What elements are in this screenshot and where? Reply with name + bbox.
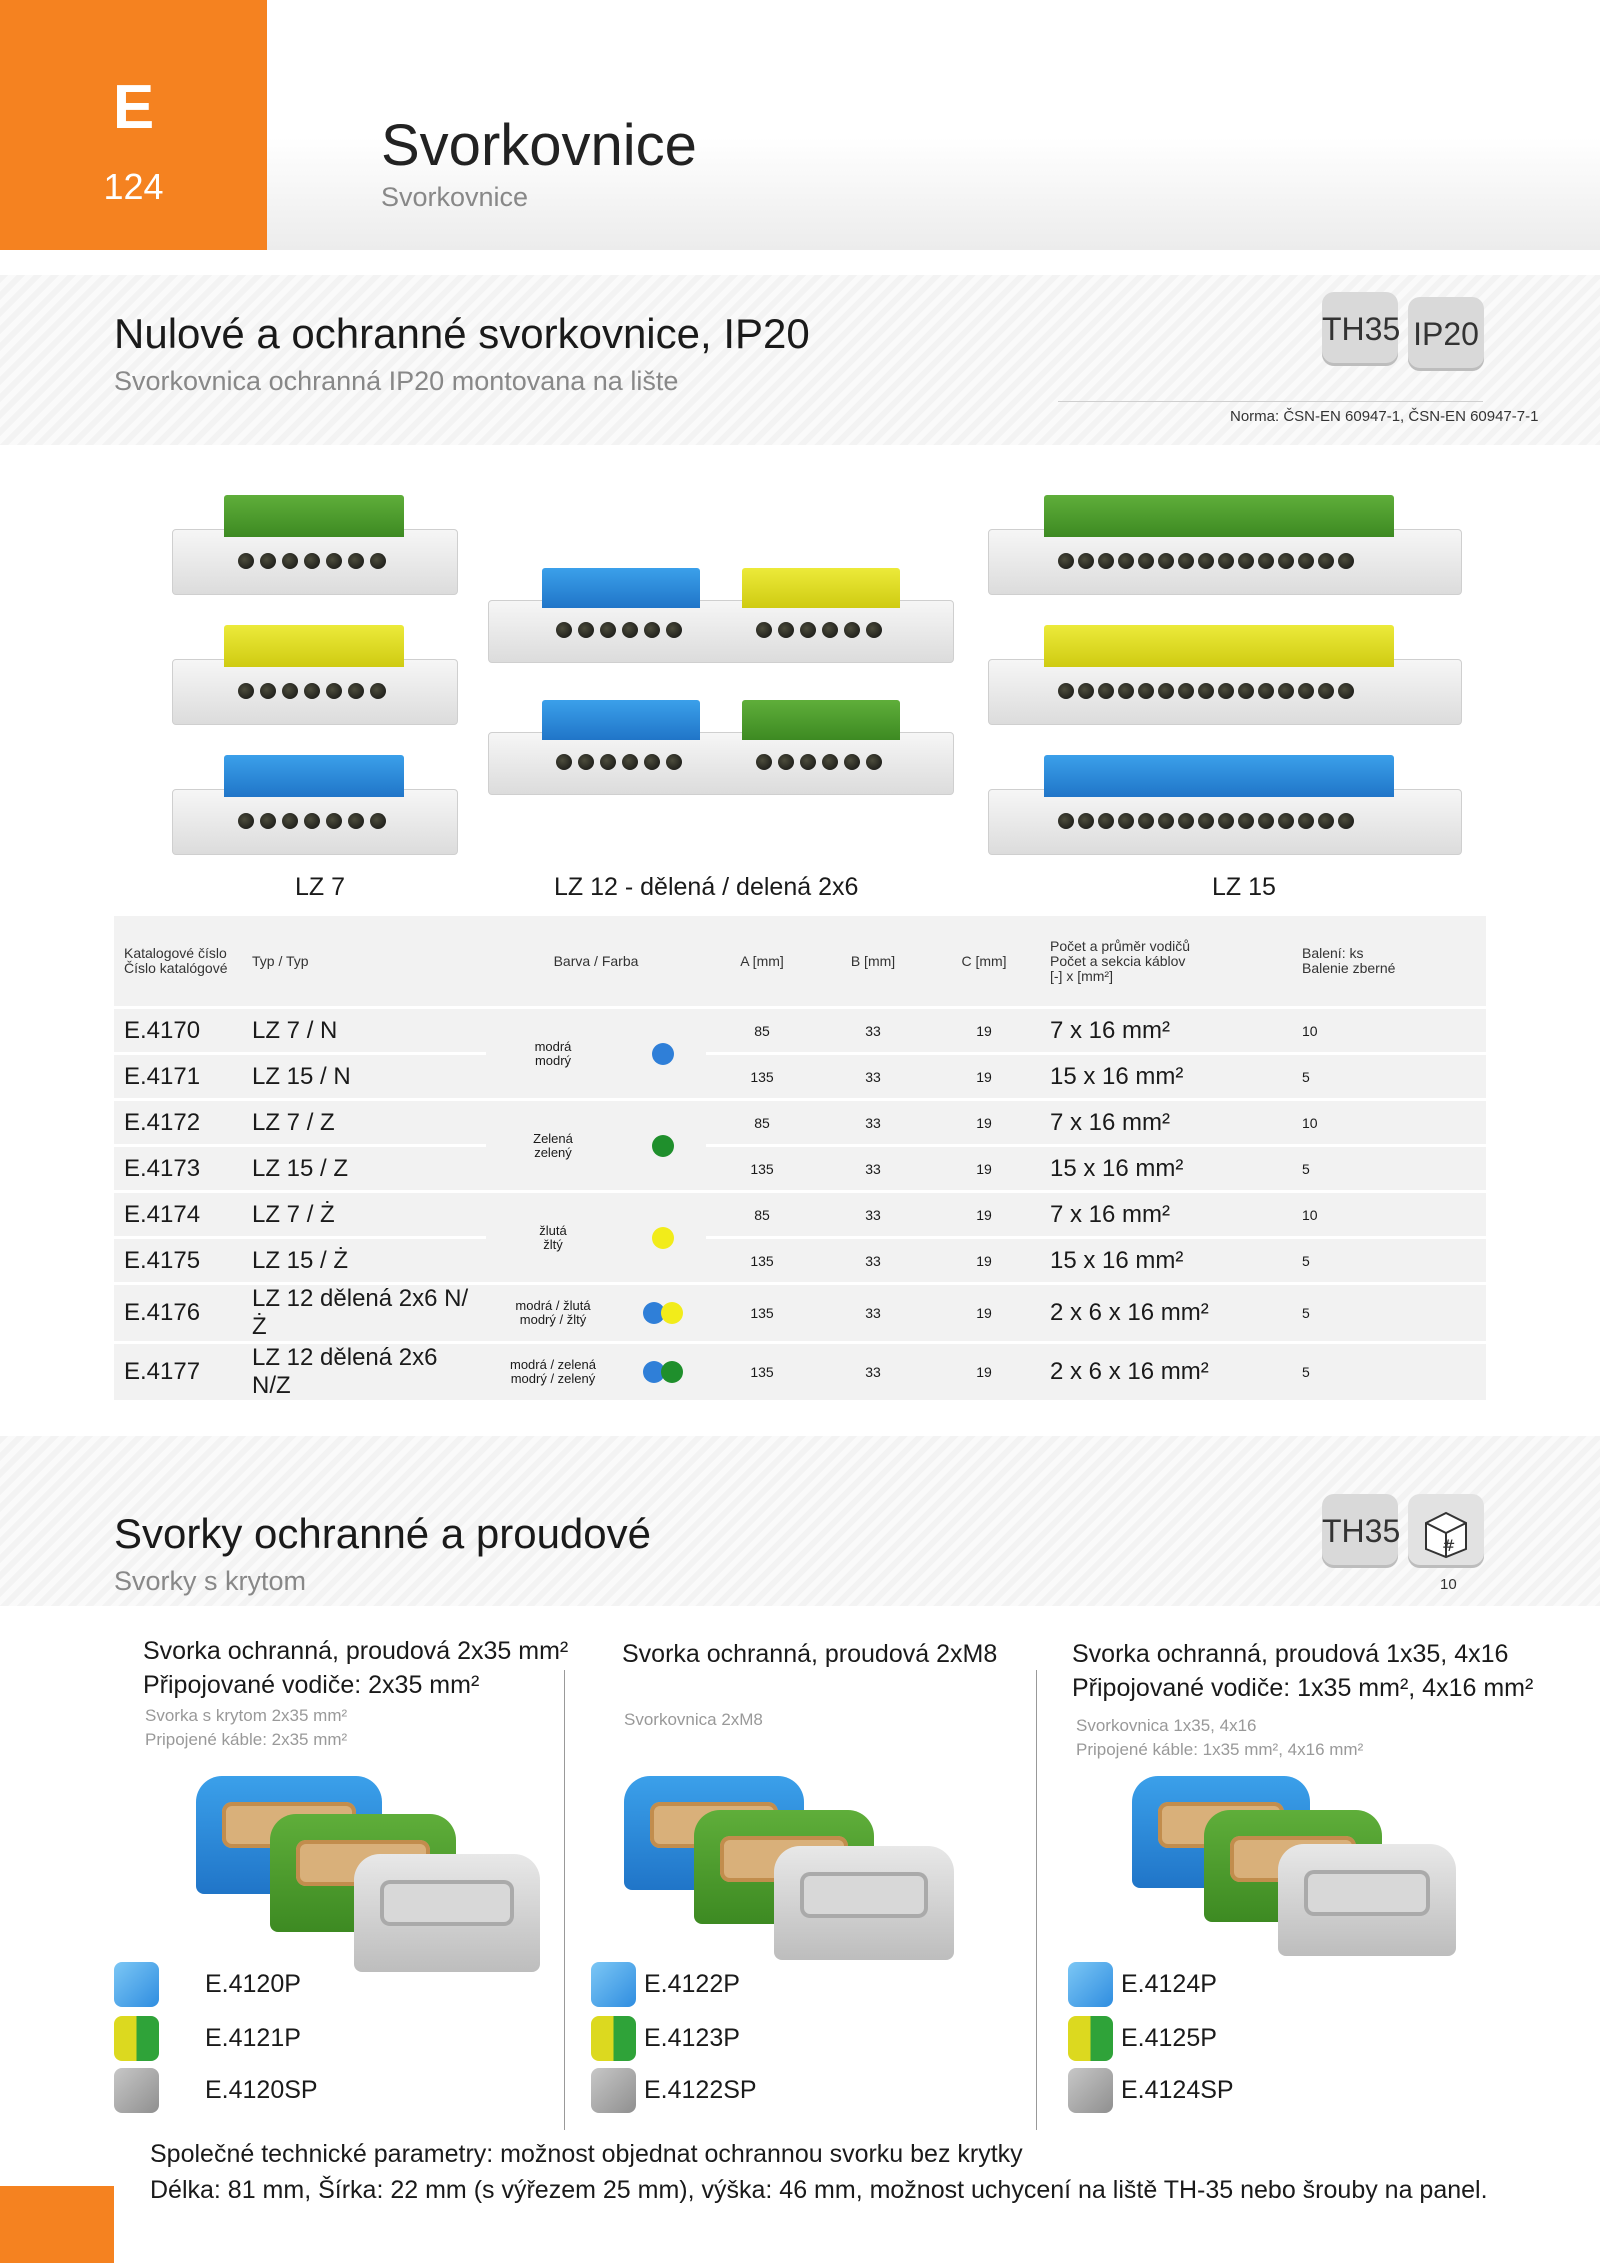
cell-type: LZ 12 dělená 2x6 N/Z bbox=[242, 1344, 486, 1400]
cell-catalog: E.4172 bbox=[114, 1101, 242, 1144]
product3-sub1: Svorkovnica 1x35, 4x16 bbox=[1076, 1716, 1257, 1735]
product-code: E.4123P bbox=[644, 2024, 740, 2052]
cell-color-label: modrá / zelená modrý / zelený bbox=[486, 1344, 620, 1400]
footer-line-2: Délka: 81 mm, Šírka: 22 mm (s výřezem 25 mm), výška: 46 mm, možnost uchycení na liště TH-35 nebo šrouby na panel. bbox=[150, 2176, 1488, 2204]
table-row bbox=[114, 1055, 1486, 1098]
cell-catalog: E.4175 bbox=[114, 1239, 242, 1282]
product-code: E.4122P bbox=[644, 1970, 740, 1998]
cell-color-label: Zelená zelený bbox=[486, 1101, 620, 1190]
header-c: C [mm] bbox=[928, 916, 1040, 1006]
page-number: 124 bbox=[103, 166, 164, 207]
section2-subtitle: Svorky s krytom bbox=[114, 1566, 307, 1596]
norma-divider bbox=[1058, 401, 1483, 402]
header-type: Typ / Typ bbox=[242, 916, 486, 1006]
section1-title: Nulové a ochranné svorkovnice, IP20 bbox=[114, 310, 810, 357]
cell-c: 19 bbox=[928, 1147, 1040, 1190]
cell-type: LZ 7 / Z bbox=[242, 1101, 486, 1144]
product-code: E.4121P bbox=[205, 2024, 301, 2052]
cell-type: LZ 15 / Z bbox=[242, 1147, 486, 1190]
cell-c: 19 bbox=[928, 1101, 1040, 1144]
column-divider-1 bbox=[564, 1670, 565, 2130]
cell-b: 33 bbox=[818, 1344, 928, 1400]
cell-catalog: E.4171 bbox=[114, 1055, 242, 1098]
terminal-block-green-lz7 bbox=[172, 495, 458, 595]
page-subtitle: Svorkovnice bbox=[381, 182, 529, 212]
ip20-badge: IP20 bbox=[1408, 297, 1484, 371]
section1-subtitle: Svorkovnica ochranná IP20 montovana na lište bbox=[114, 366, 679, 396]
cell-conductors: 7 x 16 mm² bbox=[1040, 1193, 1292, 1236]
swatch-gray bbox=[114, 2068, 159, 2113]
cell-catalog: E.4173 bbox=[114, 1147, 242, 1190]
cell-a: 85 bbox=[706, 1009, 818, 1052]
swatch-green-yellow bbox=[114, 2016, 159, 2061]
table-row bbox=[114, 1239, 1486, 1282]
cell-b: 33 bbox=[818, 1285, 928, 1341]
cell-a: 135 bbox=[706, 1147, 818, 1190]
table-row bbox=[114, 1193, 1486, 1236]
cell-conductors: 15 x 16 mm² bbox=[1040, 1147, 1292, 1190]
th35-badge: TH35 bbox=[1322, 292, 1398, 366]
cell-a: 135 bbox=[706, 1239, 818, 1282]
swatch-gray bbox=[1068, 2068, 1113, 2113]
cell-b: 33 bbox=[818, 1147, 928, 1190]
header-conductors: Počet a průměr vodičů Počet a sekcia káblov [-] x [mm²] bbox=[1040, 916, 1292, 1006]
cell-packing: 5 bbox=[1292, 1055, 1486, 1098]
product3-title2: Připojované vodiče: 1x35 mm², 4x16 mm² bbox=[1072, 1674, 1534, 1702]
cell-type: LZ 7 / N bbox=[242, 1009, 486, 1052]
product3-title1: Svorka ochranná, proudová 1x35, 4x16 bbox=[1072, 1640, 1509, 1668]
cell-b: 33 bbox=[818, 1009, 928, 1052]
product-code: E.4125P bbox=[1121, 2024, 1217, 2052]
product-code: E.4120P bbox=[205, 1970, 301, 1998]
cell-c: 19 bbox=[928, 1344, 1040, 1400]
cell-c: 19 bbox=[928, 1239, 1040, 1282]
product1-sub1: Svorka s krytom 2x35 mm² bbox=[145, 1706, 348, 1725]
cell-b: 33 bbox=[818, 1055, 928, 1098]
swatch-gray bbox=[591, 2068, 636, 2113]
color-dot-icon bbox=[652, 1135, 674, 1157]
th35-badge-2: TH35 bbox=[1322, 1494, 1398, 1568]
product3-sub2: Pripojené káble: 1x35 mm², 4x16 mm² bbox=[1076, 1740, 1364, 1759]
color-dot-icon bbox=[652, 1227, 674, 1249]
swatch-green-yellow bbox=[1068, 2016, 1113, 2061]
package-icon bbox=[1408, 1494, 1484, 1568]
product2-title1: Svorka ochranná, proudová 2xM8 bbox=[622, 1640, 998, 1668]
cell-conductors: 15 x 16 mm² bbox=[1040, 1239, 1292, 1282]
table-row bbox=[114, 1344, 1486, 1400]
cell-packing: 5 bbox=[1292, 1285, 1486, 1341]
table-header bbox=[114, 916, 1486, 1006]
label-lz7: LZ 7 bbox=[295, 873, 346, 901]
footer-line-1: Společné technické parametry: možnost objednat ochrannou svorku bez krytky bbox=[150, 2140, 1023, 2168]
table-row bbox=[114, 1147, 1486, 1190]
cell-c: 19 bbox=[928, 1055, 1040, 1098]
cell-packing: 5 bbox=[1292, 1239, 1486, 1282]
cell-catalog: E.4176 bbox=[114, 1285, 242, 1341]
section2-title: Svorky ochranné a proudové bbox=[114, 1510, 651, 1557]
cell-conductors: 15 x 16 mm² bbox=[1040, 1055, 1292, 1098]
cell-c: 19 bbox=[928, 1009, 1040, 1052]
terminal-block-yellow-lz15 bbox=[988, 625, 1462, 725]
cell-a: 85 bbox=[706, 1101, 818, 1144]
cell-b: 33 bbox=[818, 1101, 928, 1144]
table-body bbox=[114, 1009, 1486, 1400]
cell-packing: 10 bbox=[1292, 1193, 1486, 1236]
label-lz12: LZ 12 - dělená / delená 2x6 bbox=[554, 873, 859, 901]
page-title: Svorkovnice bbox=[381, 113, 697, 178]
terminal-block-green-lz15 bbox=[988, 495, 1462, 595]
spec-table bbox=[114, 913, 1486, 1403]
cell-a: 135 bbox=[706, 1344, 818, 1400]
cell-conductors: 7 x 16 mm² bbox=[1040, 1009, 1292, 1052]
cell-conductors: 7 x 16 mm² bbox=[1040, 1101, 1292, 1144]
header-color: Barva / Farba bbox=[486, 916, 706, 1006]
table-row bbox=[114, 1101, 1486, 1144]
cell-a: 135 bbox=[706, 1055, 818, 1098]
label-lz15: LZ 15 bbox=[1212, 873, 1276, 901]
pack-count: 10 bbox=[1440, 1576, 1457, 1593]
cell-color-dot bbox=[620, 1344, 706, 1400]
product-code: E.4124SP bbox=[1121, 2076, 1234, 2104]
product-code: E.4122SP bbox=[644, 2076, 757, 2104]
cell-color-dot bbox=[620, 1285, 706, 1341]
color-dot-icon bbox=[661, 1302, 683, 1324]
section-letter: E bbox=[112, 73, 155, 142]
cell-conductors: 2 x 6 x 16 mm² bbox=[1040, 1285, 1292, 1341]
svg-text:#: # bbox=[1442, 1536, 1456, 1555]
product-code: E.4120SP bbox=[205, 2076, 318, 2104]
swatch-green-yellow bbox=[591, 2016, 636, 2061]
product1-title2: Připojované vodiče: 2x35 mm² bbox=[143, 1671, 480, 1699]
cell-conductors: 2 x 6 x 16 mm² bbox=[1040, 1344, 1292, 1400]
cell-color-label: žlutá žltý bbox=[486, 1193, 620, 1282]
terminal-block-blue-yellow-lz12 bbox=[488, 568, 954, 663]
cell-packing: 5 bbox=[1292, 1147, 1486, 1190]
terminal-block-blue-green-lz12 bbox=[488, 700, 954, 795]
product1-sub2: Pripojené káble: 2x35 mm² bbox=[145, 1730, 348, 1749]
swatch-blue bbox=[591, 1962, 636, 2007]
cell-catalog: E.4177 bbox=[114, 1344, 242, 1400]
cell-type: LZ 7 / Ż bbox=[242, 1193, 486, 1236]
cell-packing: 10 bbox=[1292, 1009, 1486, 1052]
cell-color-dot bbox=[620, 1101, 706, 1190]
cell-b: 33 bbox=[818, 1239, 928, 1282]
cell-catalog: E.4170 bbox=[114, 1009, 242, 1052]
section-tab bbox=[0, 0, 267, 250]
cell-c: 19 bbox=[928, 1285, 1040, 1341]
table-row bbox=[114, 1285, 1486, 1341]
cell-color-dot bbox=[620, 1193, 706, 1282]
header-a: A [mm] bbox=[706, 916, 818, 1006]
terminal-block-blue-lz15 bbox=[988, 755, 1462, 855]
cell-type: LZ 12 dělená 2x6 N/Ż bbox=[242, 1285, 486, 1341]
swatch-blue bbox=[114, 1962, 159, 2007]
terminal-block-blue-lz7 bbox=[172, 755, 458, 855]
cell-packing: 10 bbox=[1292, 1101, 1486, 1144]
header-packing: Balení: ks Balenie zberné bbox=[1292, 916, 1486, 1006]
table-row bbox=[114, 1009, 1486, 1052]
cell-a: 85 bbox=[706, 1193, 818, 1236]
cell-c: 19 bbox=[928, 1193, 1040, 1236]
product1-title1: Svorka ochranná, proudová 2x35 mm² bbox=[143, 1637, 569, 1665]
norma-text: Norma: ČSN-EN 60947-1, ČSN-EN 60947-7-1 bbox=[1230, 408, 1539, 425]
color-dot-icon bbox=[661, 1361, 683, 1383]
cell-color-label: modrá / žlutá modrý / žltý bbox=[486, 1285, 620, 1341]
cell-b: 33 bbox=[818, 1193, 928, 1236]
terminal-block-yellow-lz7 bbox=[172, 625, 458, 725]
cell-type: LZ 15 / N bbox=[242, 1055, 486, 1098]
product-code: E.4124P bbox=[1121, 1970, 1217, 1998]
header-b: B [mm] bbox=[818, 916, 928, 1006]
cell-type: LZ 15 / Ż bbox=[242, 1239, 486, 1282]
bottom-tab bbox=[0, 2186, 114, 2263]
header-catalog: Katalogové číslo Číslo katalógové bbox=[114, 916, 242, 1006]
product2-sub1: Svorkovnica 2xM8 bbox=[624, 1710, 763, 1729]
color-dot-icon bbox=[652, 1043, 674, 1065]
cell-catalog: E.4174 bbox=[114, 1193, 242, 1236]
cell-a: 135 bbox=[706, 1285, 818, 1341]
cell-color-dot bbox=[620, 1009, 706, 1098]
column-divider-2 bbox=[1036, 1670, 1037, 2130]
cell-color-label: modrá modrý bbox=[486, 1009, 620, 1098]
swatch-blue bbox=[1068, 1962, 1113, 2007]
cell-packing: 5 bbox=[1292, 1344, 1486, 1400]
